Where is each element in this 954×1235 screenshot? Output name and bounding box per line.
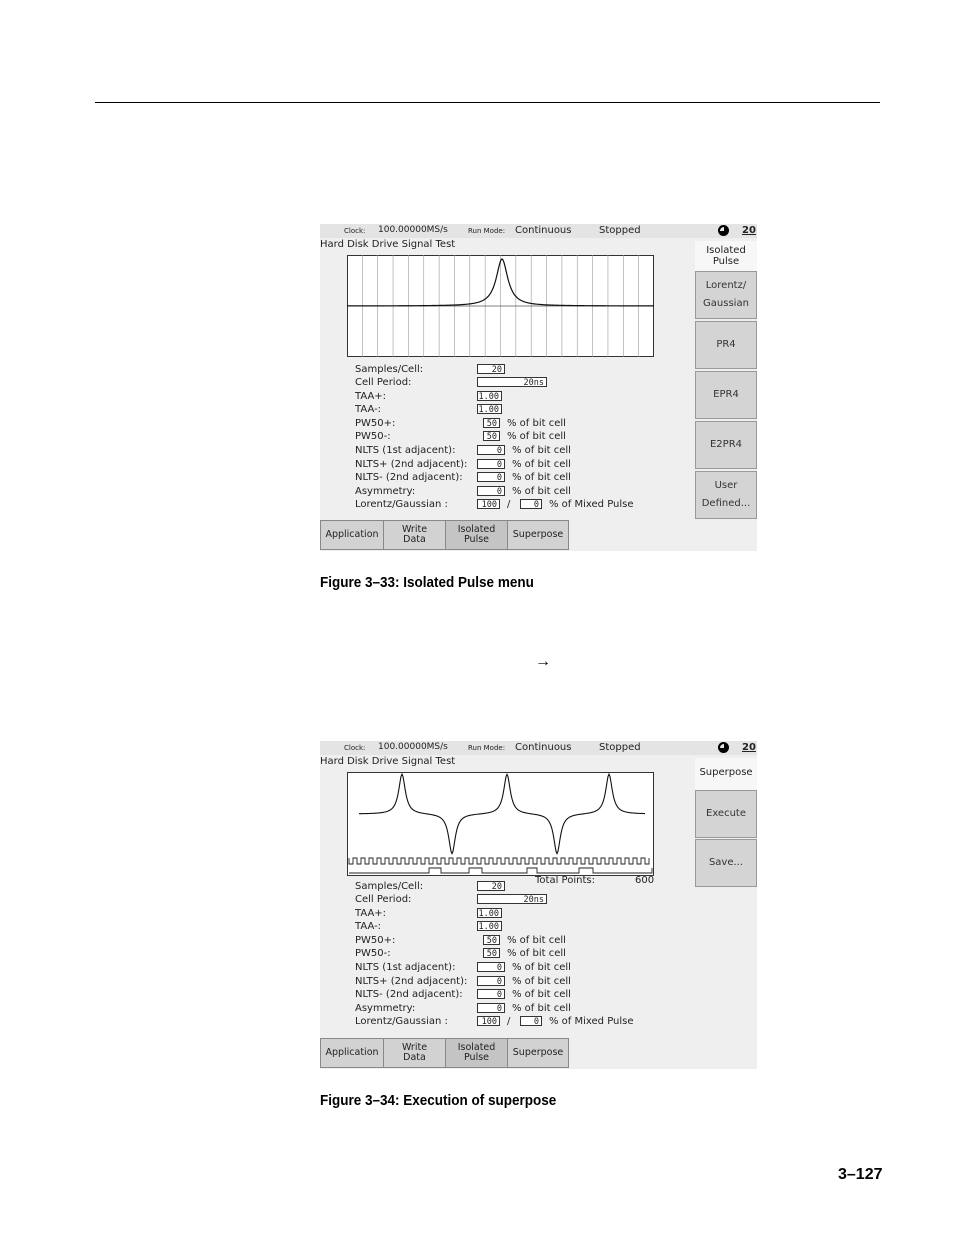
status-bar — [320, 224, 757, 238]
lorentz-field[interactable]: 100 — [477, 1016, 500, 1026]
asymmetry-field[interactable]: 0 — [477, 1003, 505, 1013]
superpose-screen — [320, 741, 757, 1069]
slash-separator: / — [507, 499, 511, 510]
unit-label: % of bit cell — [507, 948, 566, 959]
param-cell-period — [320, 894, 660, 907]
pr4-button[interactable]: PR4 — [695, 321, 757, 369]
param-label: Samples/Cell: — [355, 881, 424, 892]
asymmetry-field[interactable]: 0 — [477, 486, 505, 496]
tab-line: Data — [403, 1052, 426, 1063]
unit-label: % of bit cell — [507, 418, 566, 429]
bottom-tab-bar — [320, 1038, 757, 1068]
nlts2-plus-field[interactable]: 0 — [477, 459, 505, 469]
pw50-plus-field[interactable]: 50 — [483, 935, 500, 945]
taa-minus-field[interactable]: 1.00 — [477, 921, 502, 931]
gaussian-field[interactable]: 0 — [520, 1016, 542, 1026]
param-label: TAA-: — [355, 921, 382, 932]
unit-label: % of bit cell — [512, 486, 571, 497]
samples-cell-field[interactable]: 20 — [477, 881, 505, 891]
param-taa-minus — [320, 404, 660, 417]
nlts2-plus-field[interactable]: 0 — [477, 976, 505, 986]
param-label: Lorentz/Gaussian : — [355, 499, 448, 510]
nlts2-minus-field[interactable]: 0 — [477, 472, 505, 482]
indicator-value: 20 — [742, 225, 756, 236]
param-pw50-plus — [320, 935, 660, 948]
figure-caption-1: Figure 3–33: Isolated Pulse menu — [320, 574, 534, 591]
run-mode-value: Continuous — [515, 225, 572, 236]
tab-superpose[interactable]: Superpose — [507, 520, 569, 550]
param-asymmetry — [320, 1003, 660, 1016]
app-title: Hard Disk Drive Signal Test — [320, 756, 456, 767]
tab-superpose[interactable]: Superpose — [507, 1038, 569, 1068]
tab-line: Write — [401, 524, 428, 535]
unit-label: % of bit cell — [512, 1003, 571, 1014]
total-points-label: Total Points: — [535, 875, 595, 886]
side-menu — [695, 241, 757, 519]
waveform-display — [347, 772, 654, 876]
param-label: NLTS (1st adjacent): — [355, 445, 456, 456]
tab-line: Isolated — [457, 524, 496, 535]
tab-write-data[interactable] — [383, 520, 446, 550]
header-rule — [95, 102, 880, 103]
gaussian-field[interactable]: 0 — [520, 499, 542, 509]
tab-line: Data — [403, 534, 426, 545]
clock-label: Clock: — [344, 227, 366, 235]
param-label: TAA-: — [355, 404, 382, 415]
unit-label: % of Mixed Pulse — [549, 499, 634, 510]
unit-label: % of bit cell — [512, 445, 571, 456]
param-taa-plus — [320, 908, 660, 921]
indicator-value: 20 — [742, 742, 756, 753]
waveform-display — [347, 255, 654, 357]
save-button[interactable]: Save... — [695, 839, 757, 887]
tab-line: Pulse — [463, 1052, 490, 1063]
tab-application[interactable]: Application — [320, 520, 384, 550]
button-line: Defined... — [701, 498, 751, 509]
tab-line: Isolated — [457, 1042, 496, 1053]
execute-button[interactable]: Execute — [695, 790, 757, 838]
side-menu-title — [695, 241, 757, 271]
tab-isolated-pulse[interactable] — [445, 520, 508, 550]
cell-period-field[interactable]: 20ns — [477, 894, 547, 904]
param-nlts2-plus — [320, 976, 660, 989]
param-label: Samples/Cell: — [355, 364, 424, 375]
param-lorentz-gaussian — [320, 499, 660, 512]
samples-cell-field[interactable]: 20 — [477, 364, 505, 374]
run-state: Stopped — [599, 225, 641, 236]
param-pw50-plus — [320, 418, 660, 431]
user-defined-button[interactable] — [695, 471, 757, 519]
param-label: TAA+: — [355, 908, 387, 919]
lorentz-gaussian-button[interactable] — [695, 271, 757, 319]
tab-isolated-pulse[interactable] — [445, 1038, 508, 1068]
param-samples-cell — [320, 881, 660, 894]
taa-plus-field[interactable]: 1.00 — [477, 908, 502, 918]
param-label: PW50-: — [355, 948, 391, 959]
epr4-button[interactable]: EPR4 — [695, 371, 757, 419]
e2pr4-button[interactable]: E2PR4 — [695, 421, 757, 469]
param-nlts1 — [320, 962, 660, 975]
param-label: NLTS+ (2nd adjacent): — [355, 976, 468, 987]
param-label: TAA+: — [355, 391, 387, 402]
run-mode-value: Continuous — [515, 742, 572, 753]
param-label: Cell Period: — [355, 894, 412, 905]
clock-value: 100.00000MS/s — [378, 225, 448, 235]
button-line: User — [714, 480, 738, 491]
param-nlts2-minus — [320, 472, 660, 485]
bottom-tab-bar — [320, 520, 757, 550]
param-label: NLTS+ (2nd adjacent): — [355, 459, 468, 470]
side-menu-title: Superpose — [695, 758, 757, 790]
pw50-plus-field[interactable]: 50 — [483, 418, 500, 428]
tab-line: Pulse — [463, 534, 490, 545]
status-bar — [320, 741, 757, 755]
param-label: Asymmetry: — [355, 1003, 416, 1014]
clock-label: Clock: — [344, 744, 366, 752]
unit-label: % of bit cell — [512, 459, 571, 470]
page-number: 3–127 — [838, 1166, 883, 1183]
unit-label: % of bit cell — [512, 472, 571, 483]
nlts1-field[interactable]: 0 — [477, 962, 505, 972]
param-nlts2-minus — [320, 989, 660, 1002]
slash-separator: / — [507, 1016, 511, 1027]
side-menu — [695, 758, 757, 1036]
app-title: Hard Disk Drive Signal Test — [320, 239, 456, 250]
total-points-value: 600 — [635, 875, 655, 886]
clock-value: 100.00000MS/s — [378, 742, 448, 752]
param-label: PW50+: — [355, 418, 396, 429]
param-taa-plus — [320, 391, 660, 404]
taa-plus-field[interactable]: 1.00 — [477, 391, 502, 401]
arrow-glyph: → — [535, 653, 551, 670]
param-nlts2-plus — [320, 459, 660, 472]
status-indicator-icon — [718, 742, 729, 753]
nlts1-field[interactable]: 0 — [477, 445, 505, 455]
param-samples-cell — [320, 364, 660, 377]
param-nlts1 — [320, 445, 660, 458]
unit-label: % of Mixed Pulse — [549, 1016, 634, 1027]
unit-label: % of bit cell — [512, 976, 571, 987]
run-state: Stopped — [599, 742, 641, 753]
side-title-line: Isolated — [706, 245, 746, 256]
side-title-line: Pulse — [712, 256, 740, 267]
nlts2-minus-field[interactable]: 0 — [477, 989, 505, 999]
param-label: PW50-: — [355, 431, 391, 442]
run-mode-label: Run Mode: — [468, 227, 506, 235]
status-indicator-icon — [718, 225, 729, 236]
button-line: Gaussian — [703, 298, 749, 309]
param-label: Lorentz/Gaussian : — [355, 1016, 448, 1027]
button-line: Lorentz/ — [705, 280, 747, 291]
tab-write-data[interactable] — [383, 1038, 446, 1068]
unit-label: % of bit cell — [507, 431, 566, 442]
param-label: Cell Period: — [355, 377, 412, 388]
param-label: NLTS- (2nd adjacent): — [355, 989, 463, 1000]
figure-caption-2: Figure 3–34: Execution of superpose — [320, 1092, 557, 1109]
unit-label: % of bit cell — [507, 935, 566, 946]
param-cell-period — [320, 377, 660, 390]
pw50-minus-field[interactable]: 50 — [483, 948, 500, 958]
unit-label: % of bit cell — [512, 989, 571, 1000]
param-pw50-minus — [320, 948, 660, 961]
taa-minus-field[interactable]: 1.00 — [477, 404, 502, 414]
param-taa-minus — [320, 921, 660, 934]
tab-application[interactable]: Application — [320, 1038, 384, 1068]
param-label: NLTS (1st adjacent): — [355, 962, 456, 973]
param-label: NLTS- (2nd adjacent): — [355, 472, 463, 483]
unit-label: % of bit cell — [512, 962, 571, 973]
param-asymmetry — [320, 486, 660, 499]
param-lorentz-gaussian — [320, 1016, 660, 1029]
pw50-minus-field[interactable]: 50 — [483, 431, 500, 441]
param-label: Asymmetry: — [355, 486, 416, 497]
run-mode-label: Run Mode: — [468, 744, 506, 752]
isolated-pulse-screen — [320, 224, 757, 551]
param-pw50-minus — [320, 431, 660, 444]
param-label: PW50+: — [355, 935, 396, 946]
lorentz-field[interactable]: 100 — [477, 499, 500, 509]
tab-line: Write — [401, 1042, 428, 1053]
cell-period-field[interactable]: 20ns — [477, 377, 547, 387]
